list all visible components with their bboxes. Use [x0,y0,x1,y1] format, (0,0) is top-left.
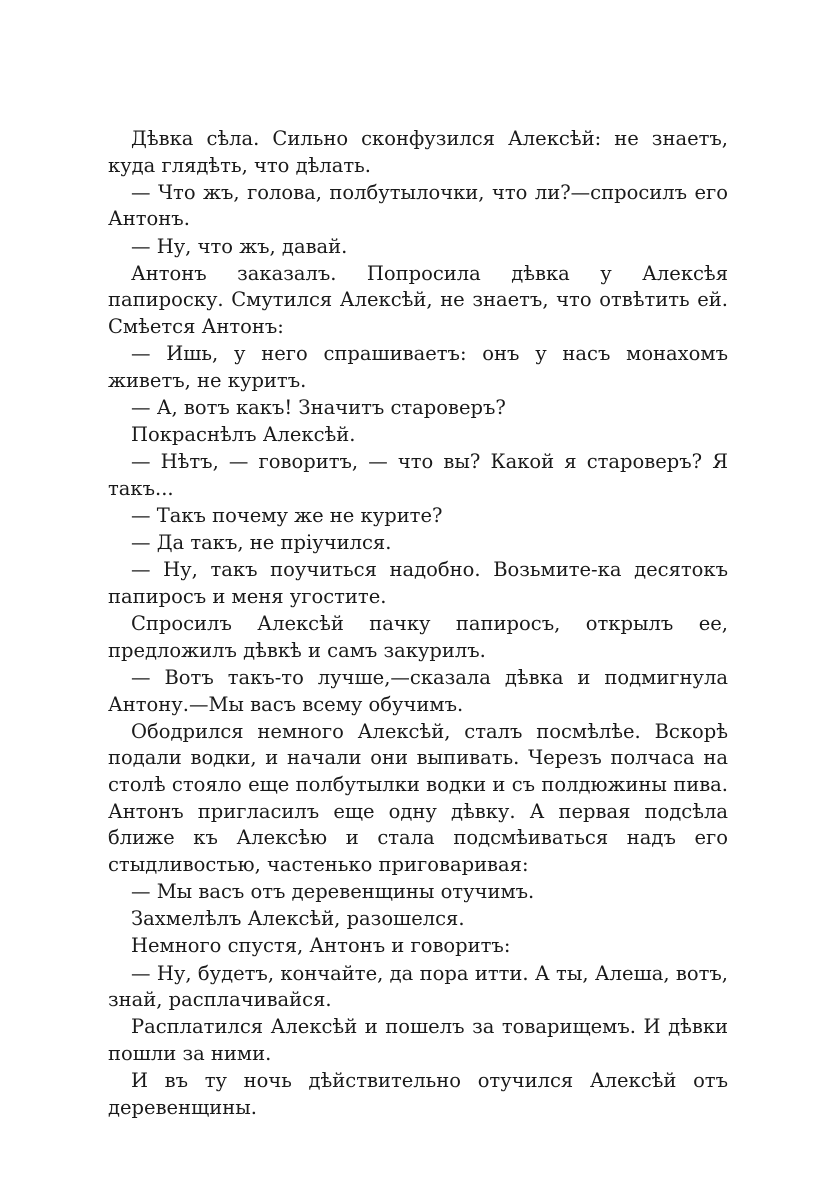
paragraph: — Ну, что жъ, давай. [131,234,348,258]
body-text [108,126,728,1121]
paragraph: — Ну, будетъ, кончайте, да пора итти. А ты, Алеша, вотъ, знай, расплачивайся. [108,961,728,1012]
paragraph: Захмелѣлъ Алексѣй, разошелся. [131,907,465,931]
paragraph: — Такъ почему же не курите? [131,504,443,528]
paragraph: Немного спустя, Антонъ и говоритъ: [131,934,511,958]
paragraph: Спросилъ Алексѣй пачку папиросъ, открылъ ее, предложилъ дѣвкѣ и самъ закурилъ. [108,612,728,662]
paragraph: Антонъ заказалъ. Попросила дѣвка у Алексѣя папироску. Смутился Алексѣй, не знаетъ, что отвѣтить ей. Смѣется Антонъ: [108,261,728,338]
paragraph: — Мы васъ отъ деревенщины отучимъ. [131,879,535,903]
paragraph: — Нѣтъ, — говоритъ, — что вы? Какой я староверъ? Я такъ... [108,450,728,500]
paragraph: И въ ту ночь дѣйствительно отучился Алексѣй отъ деревенщины. [108,1069,728,1119]
paragraph: — А, вотъ какъ! Значитъ староверъ? [131,395,506,419]
paragraph: — Ну, такъ поучиться надобно. Возьмите-ка десятокъ папиросъ и меня угостите. [108,558,728,609]
paragraph: — Ишь, у него спрашиваетъ: онъ у насъ монахомъ живетъ, не куритъ. [108,342,728,392]
paragraph: Ободрился немного Алексѣй, сталъ посмѣлѣе. Вскорѣ подали водки, и начали они выпивать. Черезъ полчаса на столѣ стояло еще полбутылки водки и съ полдюжины пива. Антонъ пригласилъ еще одну дѣвку. А первая подсѣла ближе къ Алексѣю и стала подсмѣиваться надъ его стыдливостью, частенько приговаривая: [108,719,728,876]
paragraph: Расплатился Алексѣй и пошелъ за товарищемъ. И дѣвки пошли за ними. [108,1015,728,1065]
paragraph: — Да такъ, не пріучился. [131,531,392,555]
paragraph: Дѣвка сѣла. Сильно сконфузился Алексѣй: не знаетъ, куда глядѣть, что дѣлать. [108,127,728,177]
paragraph: — Вотъ такъ-то лучше,—сказала дѣвка и подмигнула Антону.—Мы васъ всему обучимъ. [108,666,728,716]
paragraph: Покраснѣлъ Алексѣй. [131,423,356,447]
paragraph: — Что жъ, голова, полбутылочки, что ли?—спросилъ его Антонъ. [108,180,728,231]
